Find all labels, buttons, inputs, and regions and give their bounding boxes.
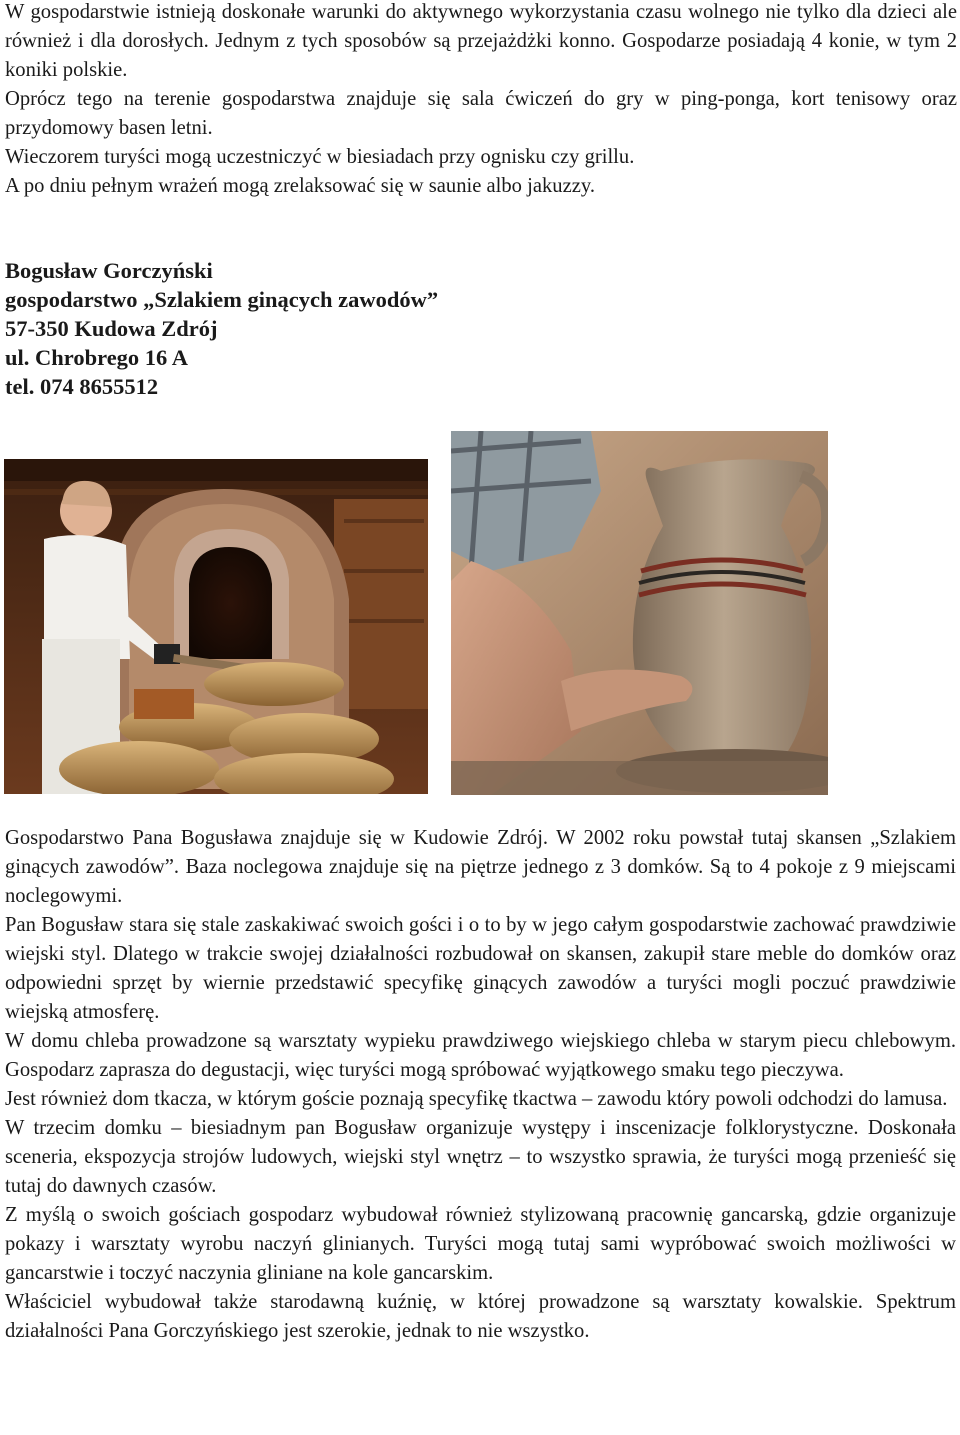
description-paragraph: W domu chleba prowadzone są warsztaty wypieku prawdziwego wiejskiego chleba w starym piecu chlebowym. Gospodarz zaprasza do degustacji, więc turyści mogą spróbować wyjątkowego smaku tego pieczywa. xyxy=(5,1030,956,1081)
contact-block xyxy=(5,256,705,401)
intro-paragraph: Oprócz tego na terenie gospodarstwa znajduje się sala ćwiczeń do gry w ping-ponga, kort tenisowy oraz przydomowy basen letni. xyxy=(5,88,957,139)
intro-paragraph: Wieczorem turyści mogą uczestniczyć w biesiadach przy ognisku czy grillu. xyxy=(5,146,635,168)
description-paragraph: Gospodarstwo Pana Bogusława znajduje się w Kudowie Zdrój. W 2002 roku powstał tutaj skansen „Szlakiem ginących zawodów”. Baza noclegowa znajduje się na piętrze jednego z 3 domków. Są to 4 pokoje z 9 miejscami noclegowymi. xyxy=(5,827,956,907)
bread-oven-photo xyxy=(4,459,428,794)
description-paragraph: Z myślą o swoich gościach gospodarz wybudował również stylizowaną pracownię gancarską, gdzie organizuje pokazy i warsztaty wyrobu naczyń glinianych. Turyści mogą tutaj sami wypróbować swoich możliwości w gancarstwie i toczyć naczynia gliniane na kole gancarskim. xyxy=(5,1204,956,1284)
intro-section xyxy=(5,0,957,201)
description-paragraph: Właściciel wybudował także starodawną kuźnię, w której prowadzone są warsztaty kowalskie. Spektrum działalności Pana Gorczyńskiego jest szerokie, jednak to nie wszystko. xyxy=(5,1291,956,1342)
description-paragraph: Pan Bogusław stara się stale zaskakiwać swoich gości i o to by w jego całym gospodarstwie zachować prawdziwie wiejski styl. Dlatego w trakcie swojej działalności rozbudował on skansen, zakupił stare meble do domków oraz odpowiedni sprzęt by wiernie przedstawić specyfikę ginących zawodów a turyści mogli poczuć prawdziwie wiejską atmosferę. xyxy=(5,914,956,1023)
intro-paragraph: W gospodarstwie istnieją doskonałe warunki do aktywnego wykorzystania czasu wolnego nie tylko dla dzieci ale również i dla dorosłych. Jednym z tych sposobów są przejażdżki konno. Gospodarze posiadają 4 konie, w tym 2 koniki polskie. xyxy=(5,1,957,81)
description-paragraph: Jest również dom tkacza, w którym goście poznają specyfikę tkactwa – zawodu który powoli odchodzi do lamusa. xyxy=(5,1088,948,1110)
phone-number: tel. 074 8655512 xyxy=(5,374,159,399)
pottery-wheel-photo xyxy=(451,431,828,795)
intro-paragraph: A po dniu pełnym wrażeń mogą zrelaksować się w saunie albo jakuzzy. xyxy=(5,175,595,197)
owner-name: Bogusław Gorczyński xyxy=(5,258,213,283)
street-address: ul. Chrobrego 16 A xyxy=(5,345,188,370)
description-section xyxy=(5,824,956,1346)
farm-name: gospodarstwo „Szlakiem ginących zawodów” xyxy=(5,287,439,312)
postal-address: 57-350 Kudowa Zdrój xyxy=(5,316,218,341)
description-paragraph: W trzecim domku – biesiadnym pan Bogusław organizuje występy i inscenizacje folklorystyczne. Doskonała sceneria, ekspozycja strojów ludowych, wiejski styl wnętrz – to wszystko sprawia, że turyści mogą przenieść się tutaj do dawnych czasów. xyxy=(5,1117,956,1197)
